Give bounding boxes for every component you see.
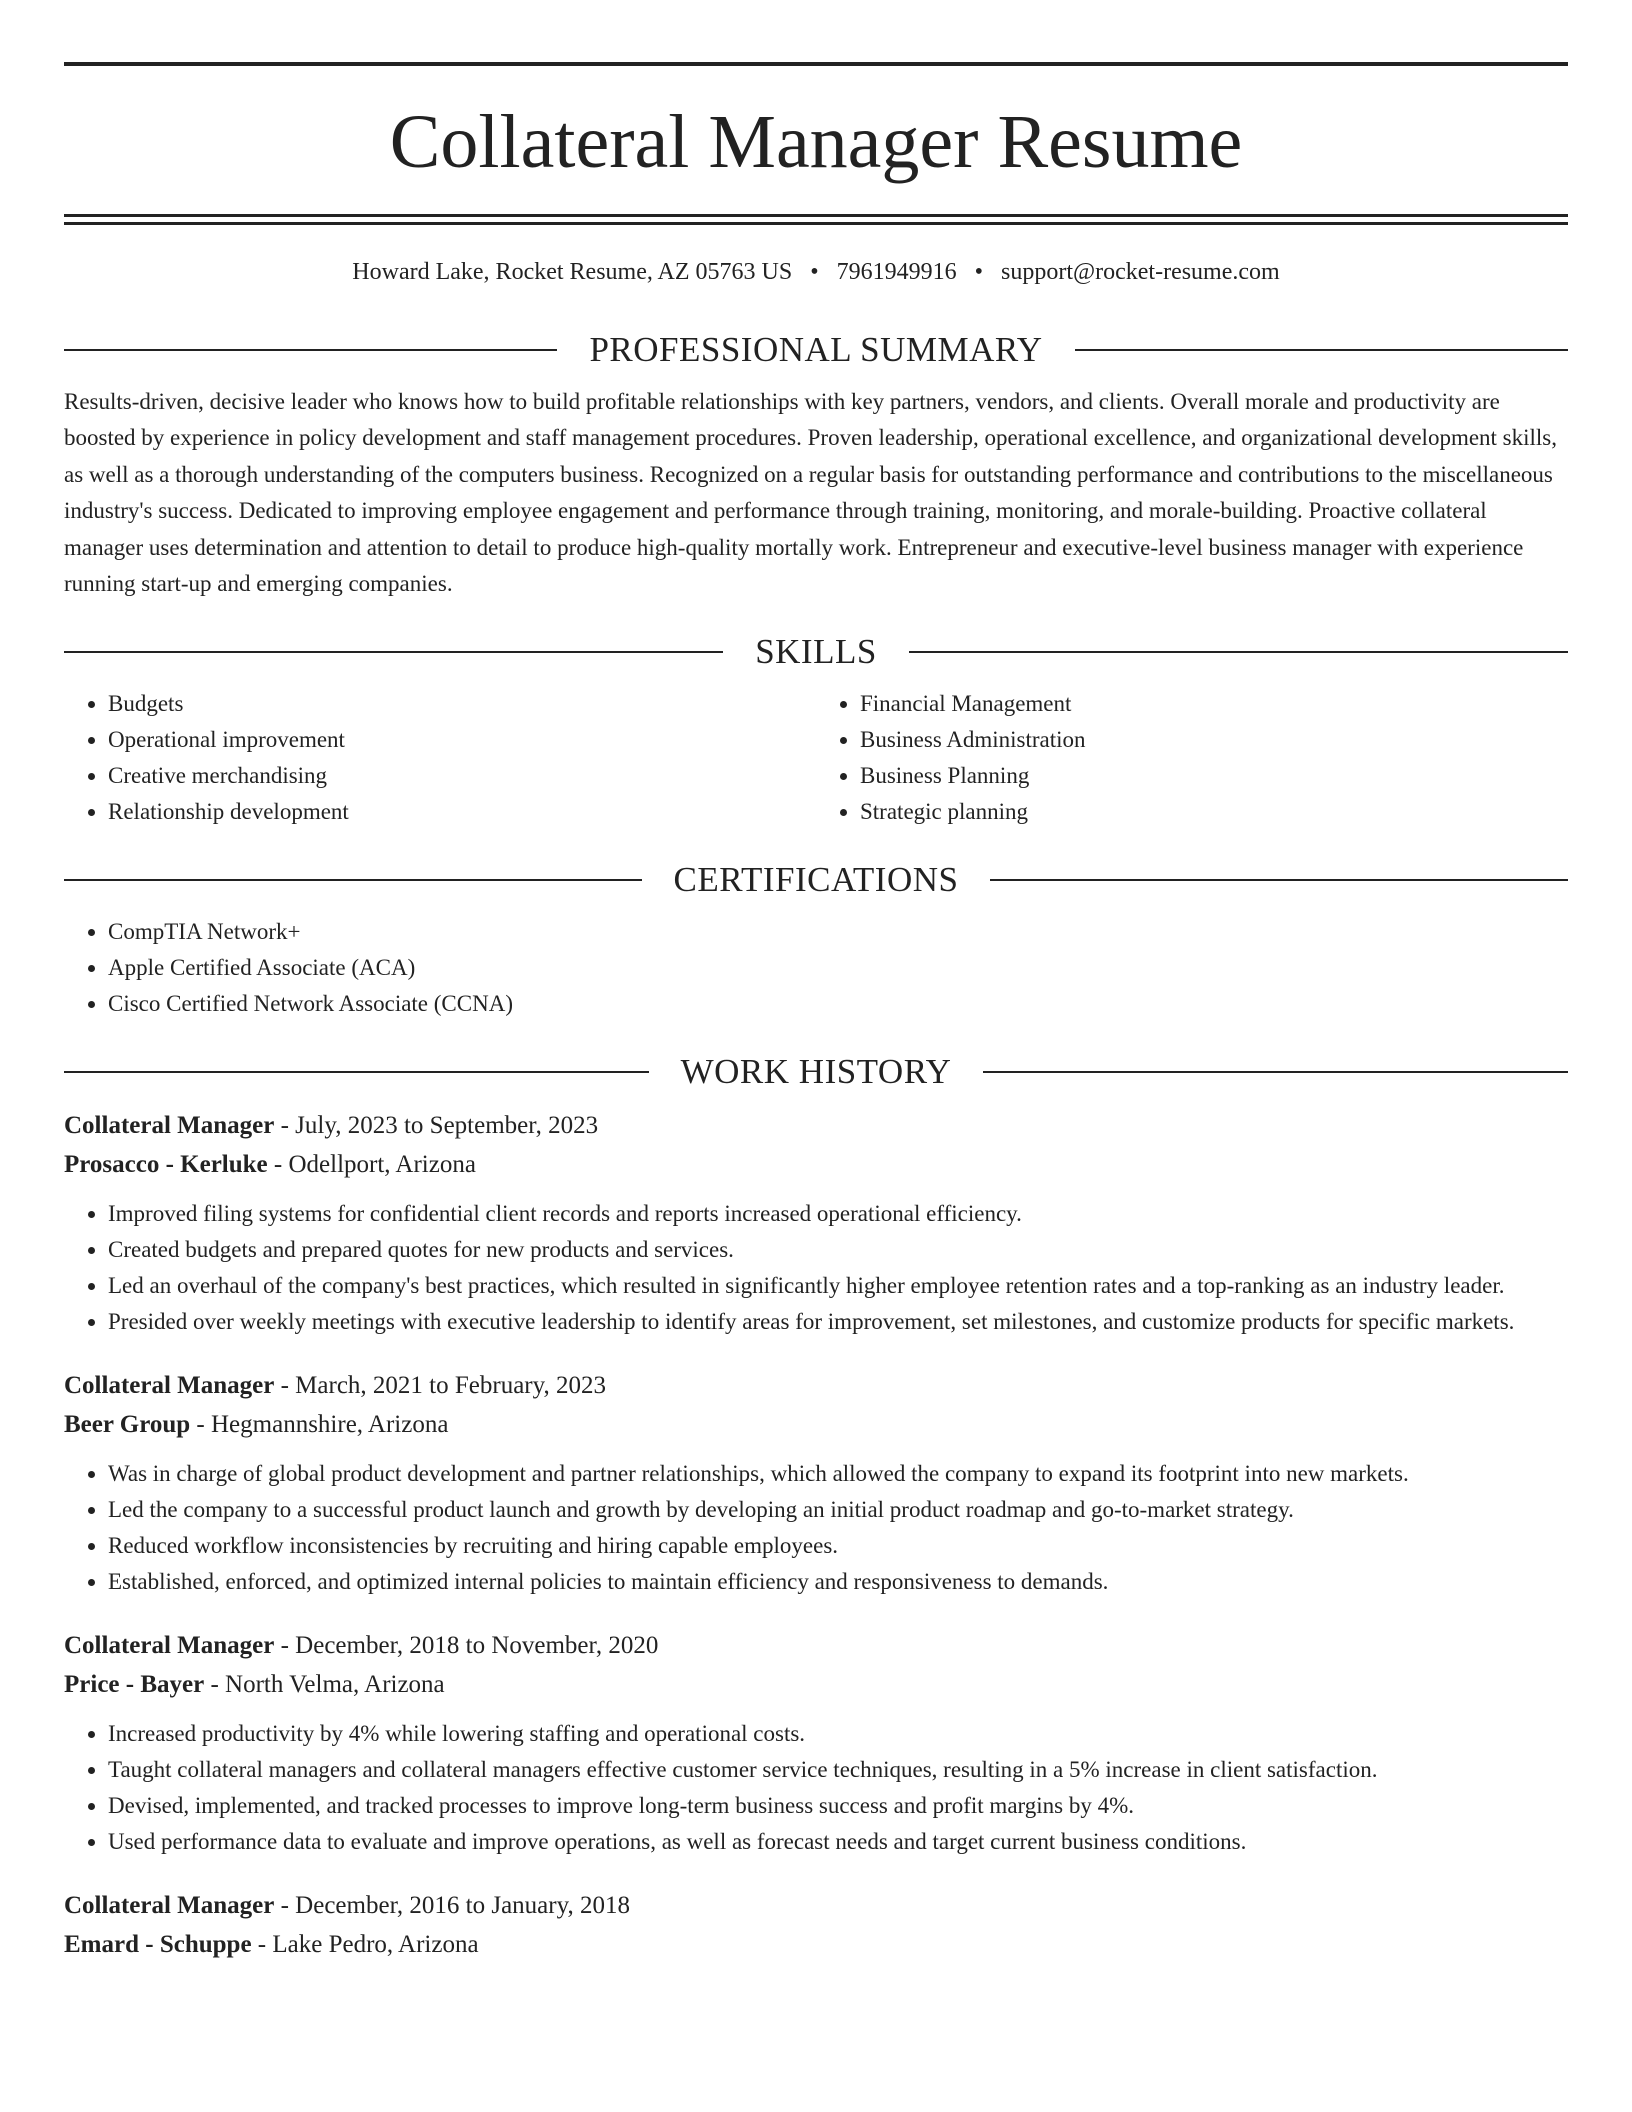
skill-item: • Business Administration (860, 722, 1568, 758)
job-company-line (64, 1145, 1568, 1184)
skill-item: • Creative merchandising (108, 758, 816, 794)
job-title-line (64, 1886, 1568, 1925)
contact-separator: • (810, 259, 819, 285)
summary-heading (64, 330, 1568, 370)
job-title-line (64, 1366, 1568, 1405)
job-title: Collateral Manager (64, 1372, 275, 1400)
certification-item: • Apple Certified Associate (ACA) (108, 950, 1568, 986)
job-dates: - December, 2018 to November, 2020 (274, 1632, 659, 1660)
job-title: Collateral Manager (64, 1112, 275, 1140)
contact-email: support@rocket-resume.com (1001, 259, 1280, 285)
job-company: Price - Bayer (64, 1671, 205, 1699)
job-dates: - March, 2021 to February, 2023 (274, 1372, 606, 1400)
contact-line (64, 259, 1568, 286)
skill-item: • Financial Management (860, 686, 1568, 722)
contact-address: Howard Lake, Rocket Resume, AZ 05763 US (352, 259, 793, 285)
job-company-line (64, 1665, 1568, 1704)
job-bullet: • Led the company to a successful product launch and growth by developing an initial product roadmap and go-to-market strategy. (108, 1492, 1568, 1528)
contact-phone: 7961949916 (836, 259, 957, 285)
job-company: Emard - Schuppe (64, 1931, 252, 1959)
summary-text: Results-driven, decisive leader who knows how to build profitable relationships with key partners, vendors, and clients. Overall morale and productivity are boosted by experience in policy development and staff management procedures. Proven leadership, operational excellence, and organizational development skills, as well as a thorough understanding of the computers business. Recognized on a regular basis for outstanding performance and contributions to the miscellaneous industry's success. Dedicated to improving employee engagement and performance through training, monitoring, and morale-building. Proactive collateral manager uses determination and attention to detail to produce high-quality mortally work. Entrepreneur and executive-level business manager with experience running start-up and emerging companies. (64, 389, 1558, 597)
skills-column-right (816, 686, 1568, 830)
skill-item: • Relationship development (108, 794, 816, 830)
skills-column-left (64, 686, 816, 830)
skill-item: • Budgets (108, 686, 816, 722)
job-title: Collateral Manager (64, 1632, 275, 1660)
heading-rule-right (983, 1071, 1568, 1073)
summary-heading-label: PROFESSIONAL SUMMARY (589, 330, 1043, 369)
work-history-heading-label: WORK HISTORY (680, 1052, 952, 1092)
job-location: - North Velma, Arizona (204, 1671, 445, 1699)
job-company: Prosacco - Kerluke (64, 1151, 268, 1179)
job-entry (64, 1366, 1568, 1600)
skill-item: • Strategic planning (860, 794, 1568, 830)
heading-rule-right (909, 651, 1568, 653)
certifications-heading-label: CERTIFICATIONS (673, 860, 959, 900)
job-entry (64, 1626, 1568, 1860)
heading-rule-right (990, 879, 1568, 881)
job-title-line (64, 1106, 1568, 1145)
job-entry (64, 1106, 1568, 1340)
heading-rule-right (1075, 349, 1568, 351)
job-dates: - December, 2016 to January, 2018 (274, 1892, 630, 1920)
certifications-heading (64, 860, 1568, 900)
job-company-line (64, 1925, 1568, 1964)
heading-rule-left (64, 879, 642, 881)
job-dates: - July, 2023 to September, 2023 (274, 1112, 599, 1140)
job-entry (64, 1886, 1568, 1964)
certification-item: • CompTIA Network+ (108, 914, 1568, 950)
skill-item: • Operational improvement (108, 722, 816, 758)
job-location: - Lake Pedro, Arizona (251, 1931, 479, 1959)
certifications-list (64, 914, 1568, 1022)
skills-list (64, 686, 1568, 830)
job-location: - Odellport, Arizona (267, 1151, 476, 1179)
skills-heading-label: SKILLS (755, 632, 877, 672)
job-bullet: • Reduced workflow inconsistencies by recruiting and hiring capable employees. (108, 1528, 1568, 1564)
job-bullet: • Was in charge of global product development and partner relationships, which allowed the company to expand its footprint into new markets. (108, 1456, 1568, 1492)
job-bullet: • Devised, implemented, and tracked processes to improve long-term business success and profit margins by 4%. (108, 1788, 1568, 1824)
job-bullet: • Taught collateral managers and collateral managers effective customer service techniques, resulting in a 5% increase in client satisfaction. (108, 1752, 1568, 1788)
job-company-line (64, 1405, 1568, 1444)
certification-item: • Cisco Certified Network Associate (CCNA) (108, 986, 1568, 1022)
job-bullet: • Improved filing systems for confidential client records and reports increased operational efficiency. (108, 1196, 1568, 1232)
job-bullet: • Established, enforced, and optimized internal policies to maintain efficiency and responsiveness to demands. (108, 1564, 1568, 1600)
job-bullets (64, 1196, 1568, 1340)
heading-rule-left (64, 1071, 649, 1073)
work-history-heading (64, 1052, 1568, 1092)
skills-heading (64, 632, 1568, 672)
job-bullets (64, 1456, 1568, 1600)
job-bullets (64, 1716, 1568, 1860)
skill-item: • Business Planning (860, 758, 1568, 794)
job-title: Collateral Manager (64, 1892, 275, 1920)
resume-page (64, 62, 1568, 1964)
heading-rule-left (64, 349, 557, 351)
job-bullet: • Presided over weekly meetings with executive leadership to identify areas for improvement, set milestones, and customize products for specific markets. (108, 1304, 1568, 1340)
job-title-line (64, 1626, 1568, 1665)
heading-rule-left (64, 651, 723, 653)
resume-title: Collateral Manager Resume (389, 100, 1243, 184)
job-location: - Hegmannshire, Arizona (190, 1411, 449, 1439)
job-company: Beer Group (64, 1411, 191, 1439)
contact-separator: • (974, 259, 984, 285)
job-bullet: • Used performance data to evaluate and improve operations, as well as forecast needs and target current business conditions. (108, 1824, 1568, 1860)
title-double-rule (64, 214, 1568, 225)
job-bullet: • Created budgets and prepared quotes for new products and services. (108, 1232, 1568, 1268)
job-bullet: • Led an overhaul of the company's best practices, which resulted in significantly higher employee retention rates and a top-ranking as an industry leader. (108, 1268, 1568, 1304)
job-bullet: • Increased productivity by 4% while lowering staffing and operational costs. (108, 1716, 1568, 1752)
